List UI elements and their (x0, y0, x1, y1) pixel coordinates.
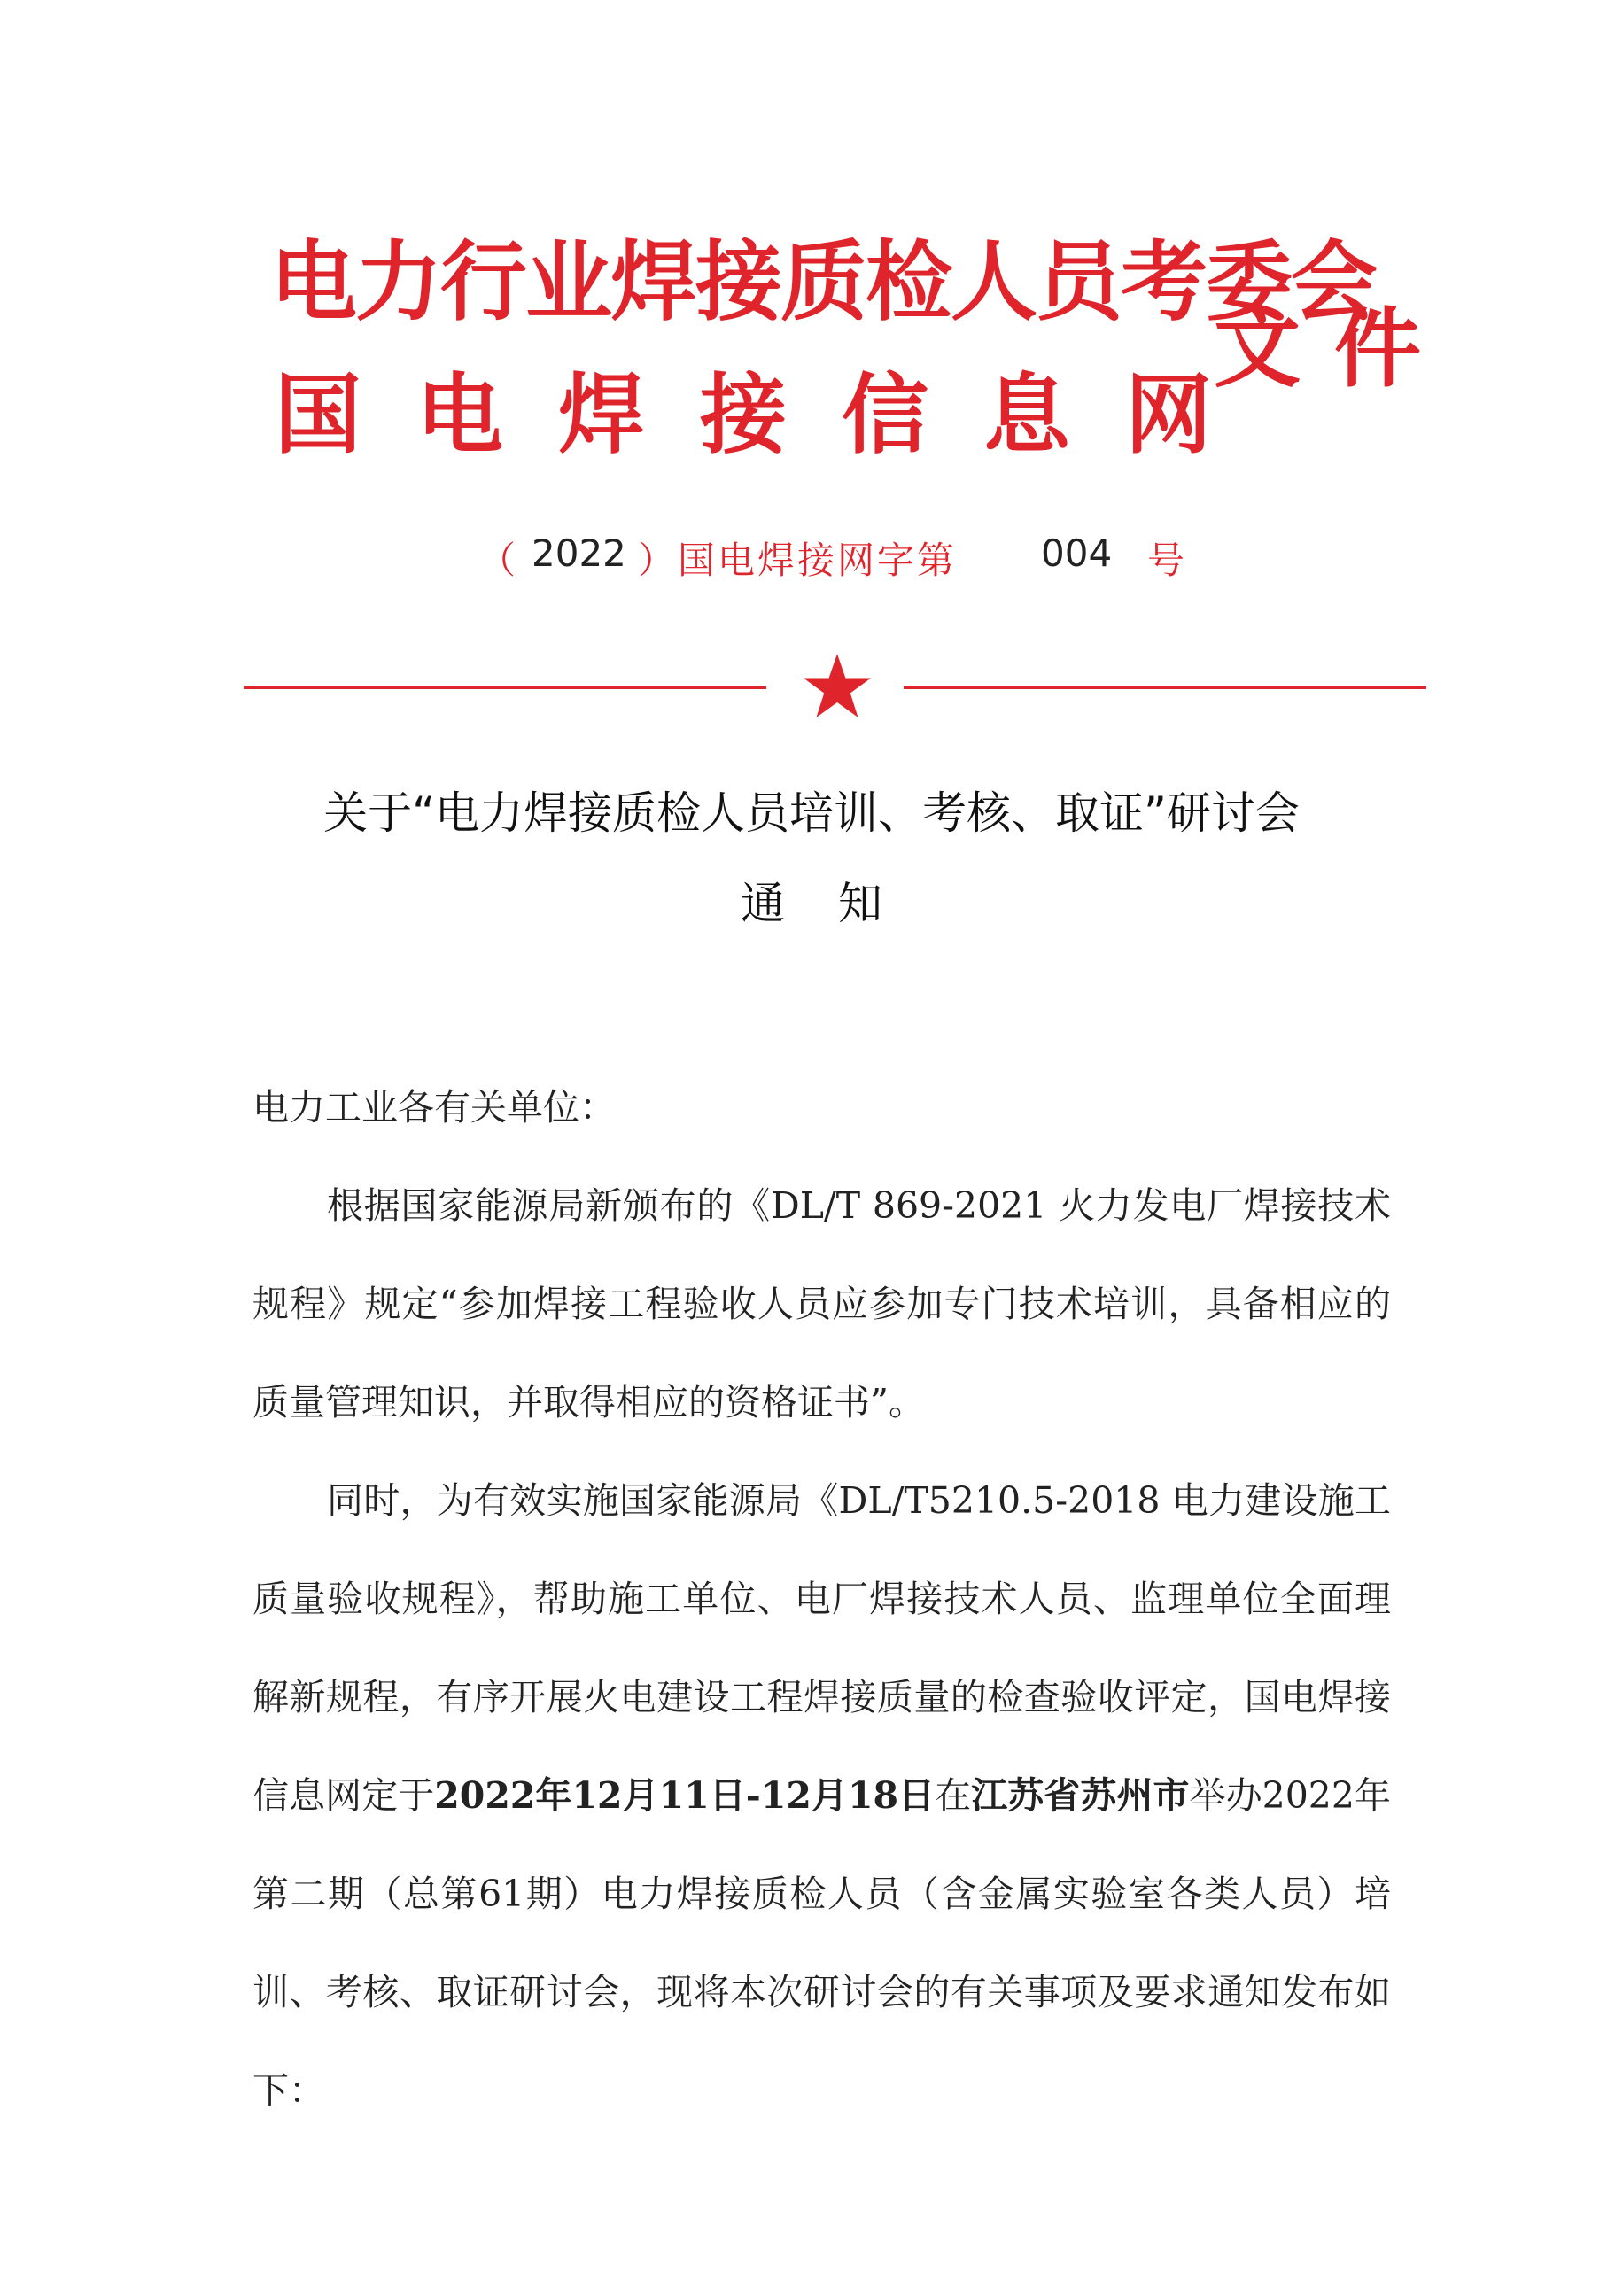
paragraph-1: 根据国家能源局新颁布的《DL/T 869-2021 火力发电厂焊接技术规程》规定“参加焊接工程验收人员应参加专门技术培训，具备相应的质量管理知识，并取得相应的资格证书”。 (252, 1184, 1391, 1423)
notice-title: 关于“电力焊接质检人员培训、考核、取证”研讨会 (323, 787, 1300, 839)
notice-subtitle: 通知 (741, 878, 936, 929)
doc-number-prefix: ）国电焊接网字第 (638, 539, 958, 582)
header-doc-type: 文件 (1214, 298, 1456, 399)
paragraph-2-text-c: 举办2022年第二期（总第61期）电力焊接质检人员（含金属实验室各类人员）培训、考核、取证研讨会，现将本次研讨会的有关事项及要求通知发布如下： (252, 1774, 1392, 2112)
event-location: 江苏省苏州市 (971, 1774, 1190, 1817)
separator-line-left (244, 686, 766, 689)
paragraph-2-text-b: 在 (935, 1774, 972, 1817)
event-dates: 2022年12月11日-12月18日 (434, 1774, 936, 1817)
doc-number-suffix: 号 (1147, 539, 1185, 582)
notice-body (252, 1059, 1391, 2140)
star-icon (802, 651, 873, 722)
separator-line-right (904, 686, 1426, 689)
paragraph-2-text-a: 同时，为有效实施国家能源局《DL/T5210.5-2018 电力建设施工质量验收规程》，帮助施工单位、电厂焊接技术人员、监理单位全面理解新规程，有序开展火电建设工程焊接质量的检查验收评定，国电焊接信息网定于 (252, 1479, 1391, 1817)
header-org-line1: 电力行业焊接质检人员考委会 (270, 232, 1377, 333)
doc-number-open-paren: （ (478, 539, 516, 582)
paragraph-2 (252, 1452, 1391, 2140)
doc-number-value: 004 (1041, 531, 1113, 575)
header-org-line2: 国电焊接信息网 (275, 365, 1268, 466)
doc-number-year: 2022 (532, 531, 626, 575)
salutation: 电力工业各有关单位： (252, 1086, 616, 1129)
